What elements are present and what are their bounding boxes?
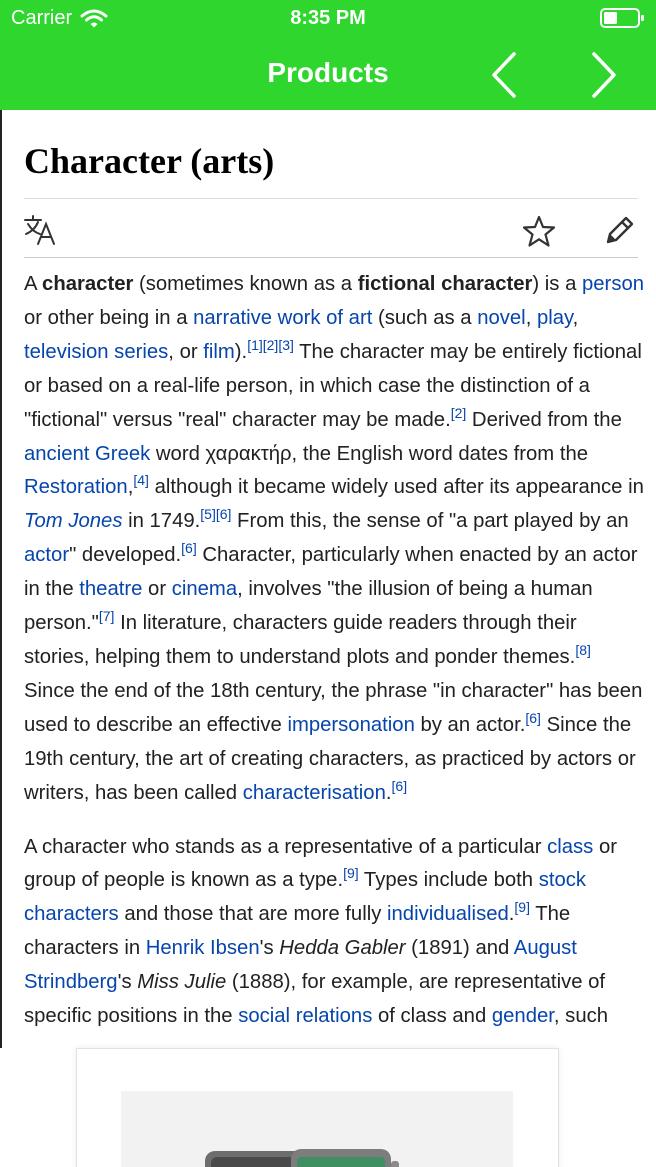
text-run: From this, the sense of "a part played by an xyxy=(231,510,629,533)
article-link[interactable]: person xyxy=(582,273,645,295)
article-link[interactable]: television series xyxy=(24,340,169,363)
text-run: Hedda Gabler xyxy=(279,937,406,960)
article-link[interactable]: actor xyxy=(24,544,70,567)
text-run: (1891) and xyxy=(405,937,514,960)
text-run: of class and xyxy=(372,1005,492,1028)
article-link[interactable]: class xyxy=(547,835,594,858)
translate-icon[interactable] xyxy=(24,214,60,246)
article-link[interactable]: novel xyxy=(477,306,526,329)
article-link[interactable]: individualised xyxy=(387,903,509,926)
citation-link[interactable]: [6] xyxy=(391,777,408,794)
text-run: 's xyxy=(259,937,280,960)
text-run: or other being in a xyxy=(24,306,194,329)
paragraph-1 xyxy=(24,268,644,811)
text-run: (such as a xyxy=(372,306,478,329)
article-link[interactable]: stock characters xyxy=(24,869,587,926)
article-link[interactable]: theatre xyxy=(79,578,143,601)
star-icon[interactable] xyxy=(522,214,556,248)
citation-link[interactable]: [2] xyxy=(450,404,467,421)
text-run: (1888), for example, are representative of specific positions in the xyxy=(24,971,606,1028)
forward-chevron-icon[interactable] xyxy=(586,50,622,100)
text-run: . xyxy=(508,903,515,926)
carrier-label: Carrier xyxy=(11,7,73,29)
text-run: A character who stands as a representative of a particular xyxy=(24,835,548,858)
text-run: ). xyxy=(234,340,248,363)
text-run: " developed. xyxy=(69,544,182,567)
article-link[interactable]: film xyxy=(203,340,235,363)
text-run: Miss Julie xyxy=(137,971,227,994)
bold-term: character xyxy=(42,273,134,295)
text-run: Character, particularly when enacted by an actor in the xyxy=(24,544,638,601)
article-link[interactable]: Tom Jones xyxy=(24,510,123,533)
article-link[interactable]: play xyxy=(536,306,573,329)
page-title: Character (arts) xyxy=(24,141,275,181)
citation-link[interactable]: [9] xyxy=(343,865,359,882)
text-run: , xyxy=(572,306,579,329)
text-run: Since the end of the 18th century, the phrase "in character" has been used to describe an effective xyxy=(24,679,643,736)
citation-link[interactable]: [9] xyxy=(514,899,530,916)
text-run: or group of people is known as a type. xyxy=(24,835,617,892)
citation-link[interactable]: [5][6] xyxy=(200,506,232,523)
article-link[interactable]: impersonation xyxy=(287,713,415,736)
bold-term: fictional character xyxy=(357,273,533,295)
text-run: ) is a xyxy=(532,273,582,295)
text-run: Derived from the xyxy=(466,408,622,431)
text-run: (sometimes known as a xyxy=(133,273,358,295)
title-divider xyxy=(24,198,638,199)
text-run: , involves "the illusion of being a human person." xyxy=(24,578,593,635)
text-run: Types include both xyxy=(358,869,539,892)
article-link[interactable]: cinema xyxy=(171,578,238,601)
edit-pencil-icon[interactable] xyxy=(604,214,636,246)
back-chevron-icon[interactable] xyxy=(486,50,522,100)
navigation-bar xyxy=(0,40,656,110)
article-link[interactable]: narrative work of art xyxy=(193,306,373,329)
product-image xyxy=(121,1091,513,1167)
citation-link[interactable]: [7] xyxy=(98,608,115,625)
text-run: In literature, characters guide readers through their stories, helping them to understand plots and ponder themes. xyxy=(24,612,577,668)
phone-image-icon xyxy=(121,1091,513,1167)
text-run: , xyxy=(525,306,537,329)
article-body xyxy=(24,268,644,1048)
product-card[interactable] xyxy=(76,1048,559,1167)
text-run: The character may be entirely fictional or based on a real-life person, in which case the distinction of a "fictional" versus "real" character may be made. xyxy=(24,340,642,431)
text-run: in 1749. xyxy=(122,510,201,533)
status-bar xyxy=(0,0,656,40)
article-link[interactable]: gender xyxy=(491,1005,554,1028)
text-run: A xyxy=(24,273,43,295)
article-link[interactable]: social relations xyxy=(238,1005,373,1028)
text-run: Since the 19th century, the art of creating characters, as practiced by actors or writers, has been called xyxy=(24,713,636,804)
citation-link[interactable]: [6] xyxy=(181,540,197,557)
text-run: 's xyxy=(117,971,138,994)
citation-link[interactable]: [8] xyxy=(575,641,591,658)
citation-link[interactable]: [4] xyxy=(133,472,149,489)
article-link[interactable]: Henrik Ibsen xyxy=(145,937,260,960)
article-webview[interactable] xyxy=(0,110,656,1048)
status-time: 8:35 PM xyxy=(290,7,366,29)
article-link[interactable]: August Strindberg xyxy=(24,937,577,994)
paragraph-2 xyxy=(24,831,644,1034)
text-run: although it became widely used after its appearance in xyxy=(148,476,644,499)
text-run: , or xyxy=(168,340,204,363)
text-run: word χαρακτήρ, the English word dates from the xyxy=(150,442,589,465)
text-run: or xyxy=(142,578,172,601)
citation-link[interactable]: [1][2][3] xyxy=(247,336,294,353)
text-run: , such xyxy=(553,1005,609,1028)
battery-icon xyxy=(600,7,646,29)
text-run: , xyxy=(127,476,134,499)
nav-title: Products xyxy=(267,57,389,88)
text-run: The characters in xyxy=(24,903,571,960)
text-run: . xyxy=(385,781,392,804)
citation-link[interactable]: [6] xyxy=(525,709,541,726)
article-link[interactable]: characterisation xyxy=(242,781,386,804)
text-run: and those that are more fully xyxy=(118,903,387,926)
article-link[interactable]: Restoration xyxy=(24,476,128,499)
toolbar-divider xyxy=(24,257,638,258)
article-link[interactable]: ancient Greek xyxy=(24,442,151,465)
text-run: by an actor. xyxy=(414,713,526,736)
